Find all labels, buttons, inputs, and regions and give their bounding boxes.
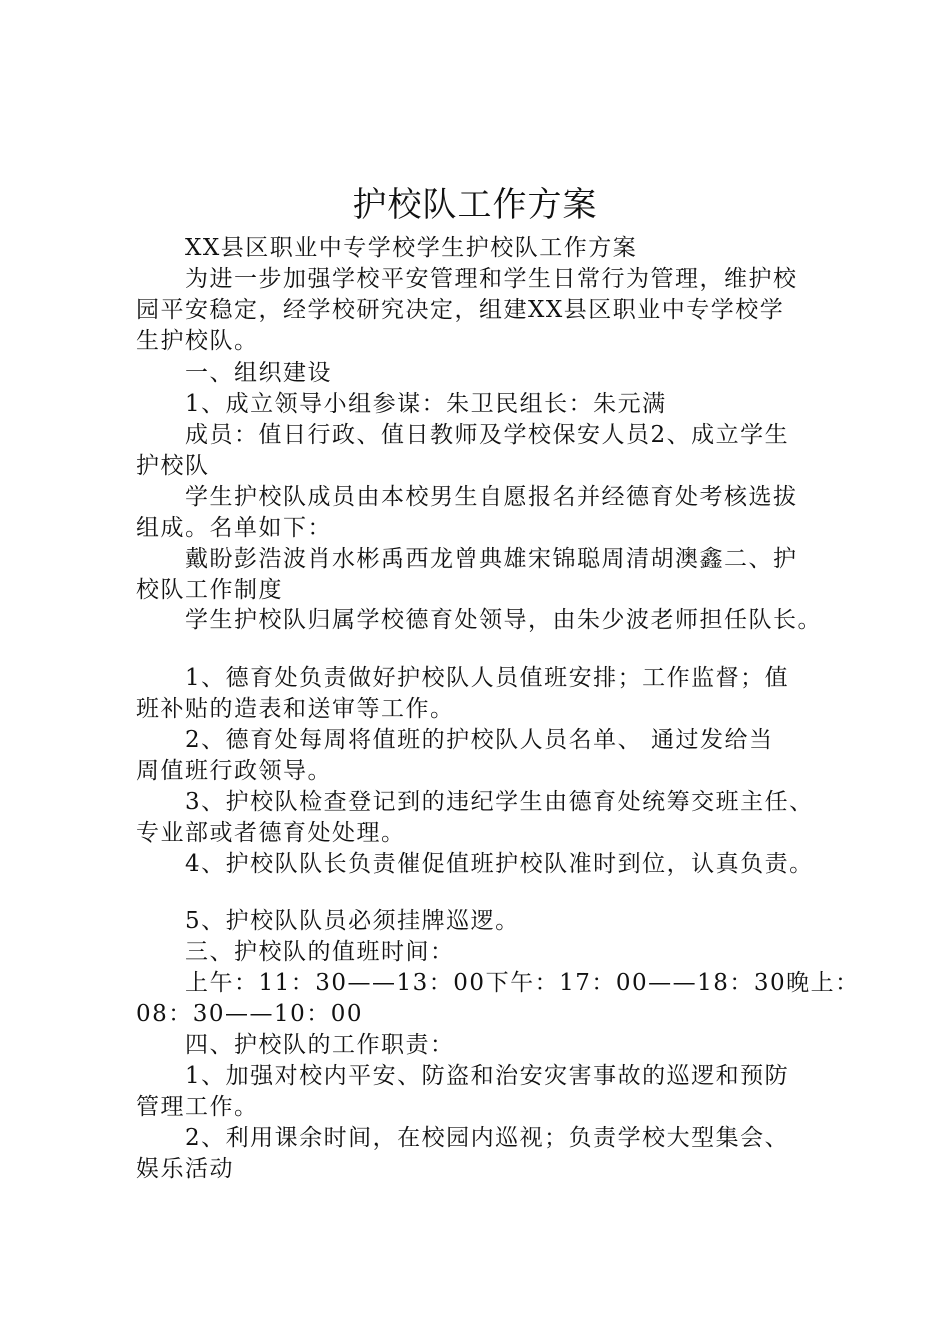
body-line: 护校队 <box>136 453 210 479</box>
document-title: 护校队工作方案 <box>352 185 598 225</box>
body-line: 班补贴的造表和送审等工作。 <box>136 696 455 722</box>
body-line: 为进一步加强学校平安管理和学生日常行为管理，维护校 <box>185 266 798 292</box>
body-line: 成员：值日行政、值日教师及学校保安人员2、成立学生 <box>185 422 790 448</box>
body-line: 管理工作。 <box>136 1094 259 1120</box>
body-line: 专业部或者德育处处理。 <box>136 820 406 846</box>
body-line: 组成。名单如下： <box>136 515 332 541</box>
body-line: 学生护校队成员由本校男生自愿报名并经德育处考核选拔 <box>185 484 798 510</box>
body-line: 08：30——10：00 <box>136 1001 364 1027</box>
body-line: 5、护校队队员必须挂牌巡逻。 <box>185 908 520 934</box>
body-line: 1、成立领导小组参谋：朱卫民组长：朱元满 <box>185 391 667 417</box>
section-heading: 一、组织建设 <box>185 360 332 386</box>
body-line: 1、德育处负责做好护校队人员值班安排；工作监督；值 <box>185 665 790 691</box>
section-heading: 三、护校队的值班时间： <box>185 939 455 965</box>
subtitle-line: XX县区职业中专学校学生护校队工作方案 <box>185 235 638 261</box>
body-line: 2、利用课余时间，在校园内巡视；负责学校大型集会、 <box>185 1125 790 1151</box>
body-line: 娱乐活动 <box>136 1156 234 1182</box>
section-heading: 四、护校队的工作职责： <box>185 1032 455 1058</box>
body-line: 4、护校队队长负责催促值班护校队准时到位，认真负责。 <box>185 851 814 877</box>
body-line: 2、德育处每周将值班的护校队人员名单、 通过发给当 <box>185 727 774 753</box>
body-line: 戴盼彭浩波肖水彬禹西龙曾典雄宋锦聪周清胡澳鑫二、护 <box>185 546 798 572</box>
body-line: 学生护校队归属学校德育处领导，由朱少波老师担任队长。 <box>185 607 822 633</box>
body-line: 园平安稳定，经学校研究决定，组建XX县区职业中专学校学 <box>136 297 785 323</box>
body-line: 1、加强对校内平安、防盗和治安灾害事故的巡逻和预防 <box>185 1063 790 1089</box>
body-line: 3、护校队检查登记到的违纪学生由德育处统筹交班主任、 <box>185 789 814 815</box>
body-line: 上午：11：30——13：00下午：17：00——18：30晚上： <box>185 970 860 996</box>
body-line: 校队工作制度 <box>136 577 283 603</box>
body-line: 周值班行政领导。 <box>136 758 332 784</box>
body-line: 生护校队。 <box>136 328 259 354</box>
